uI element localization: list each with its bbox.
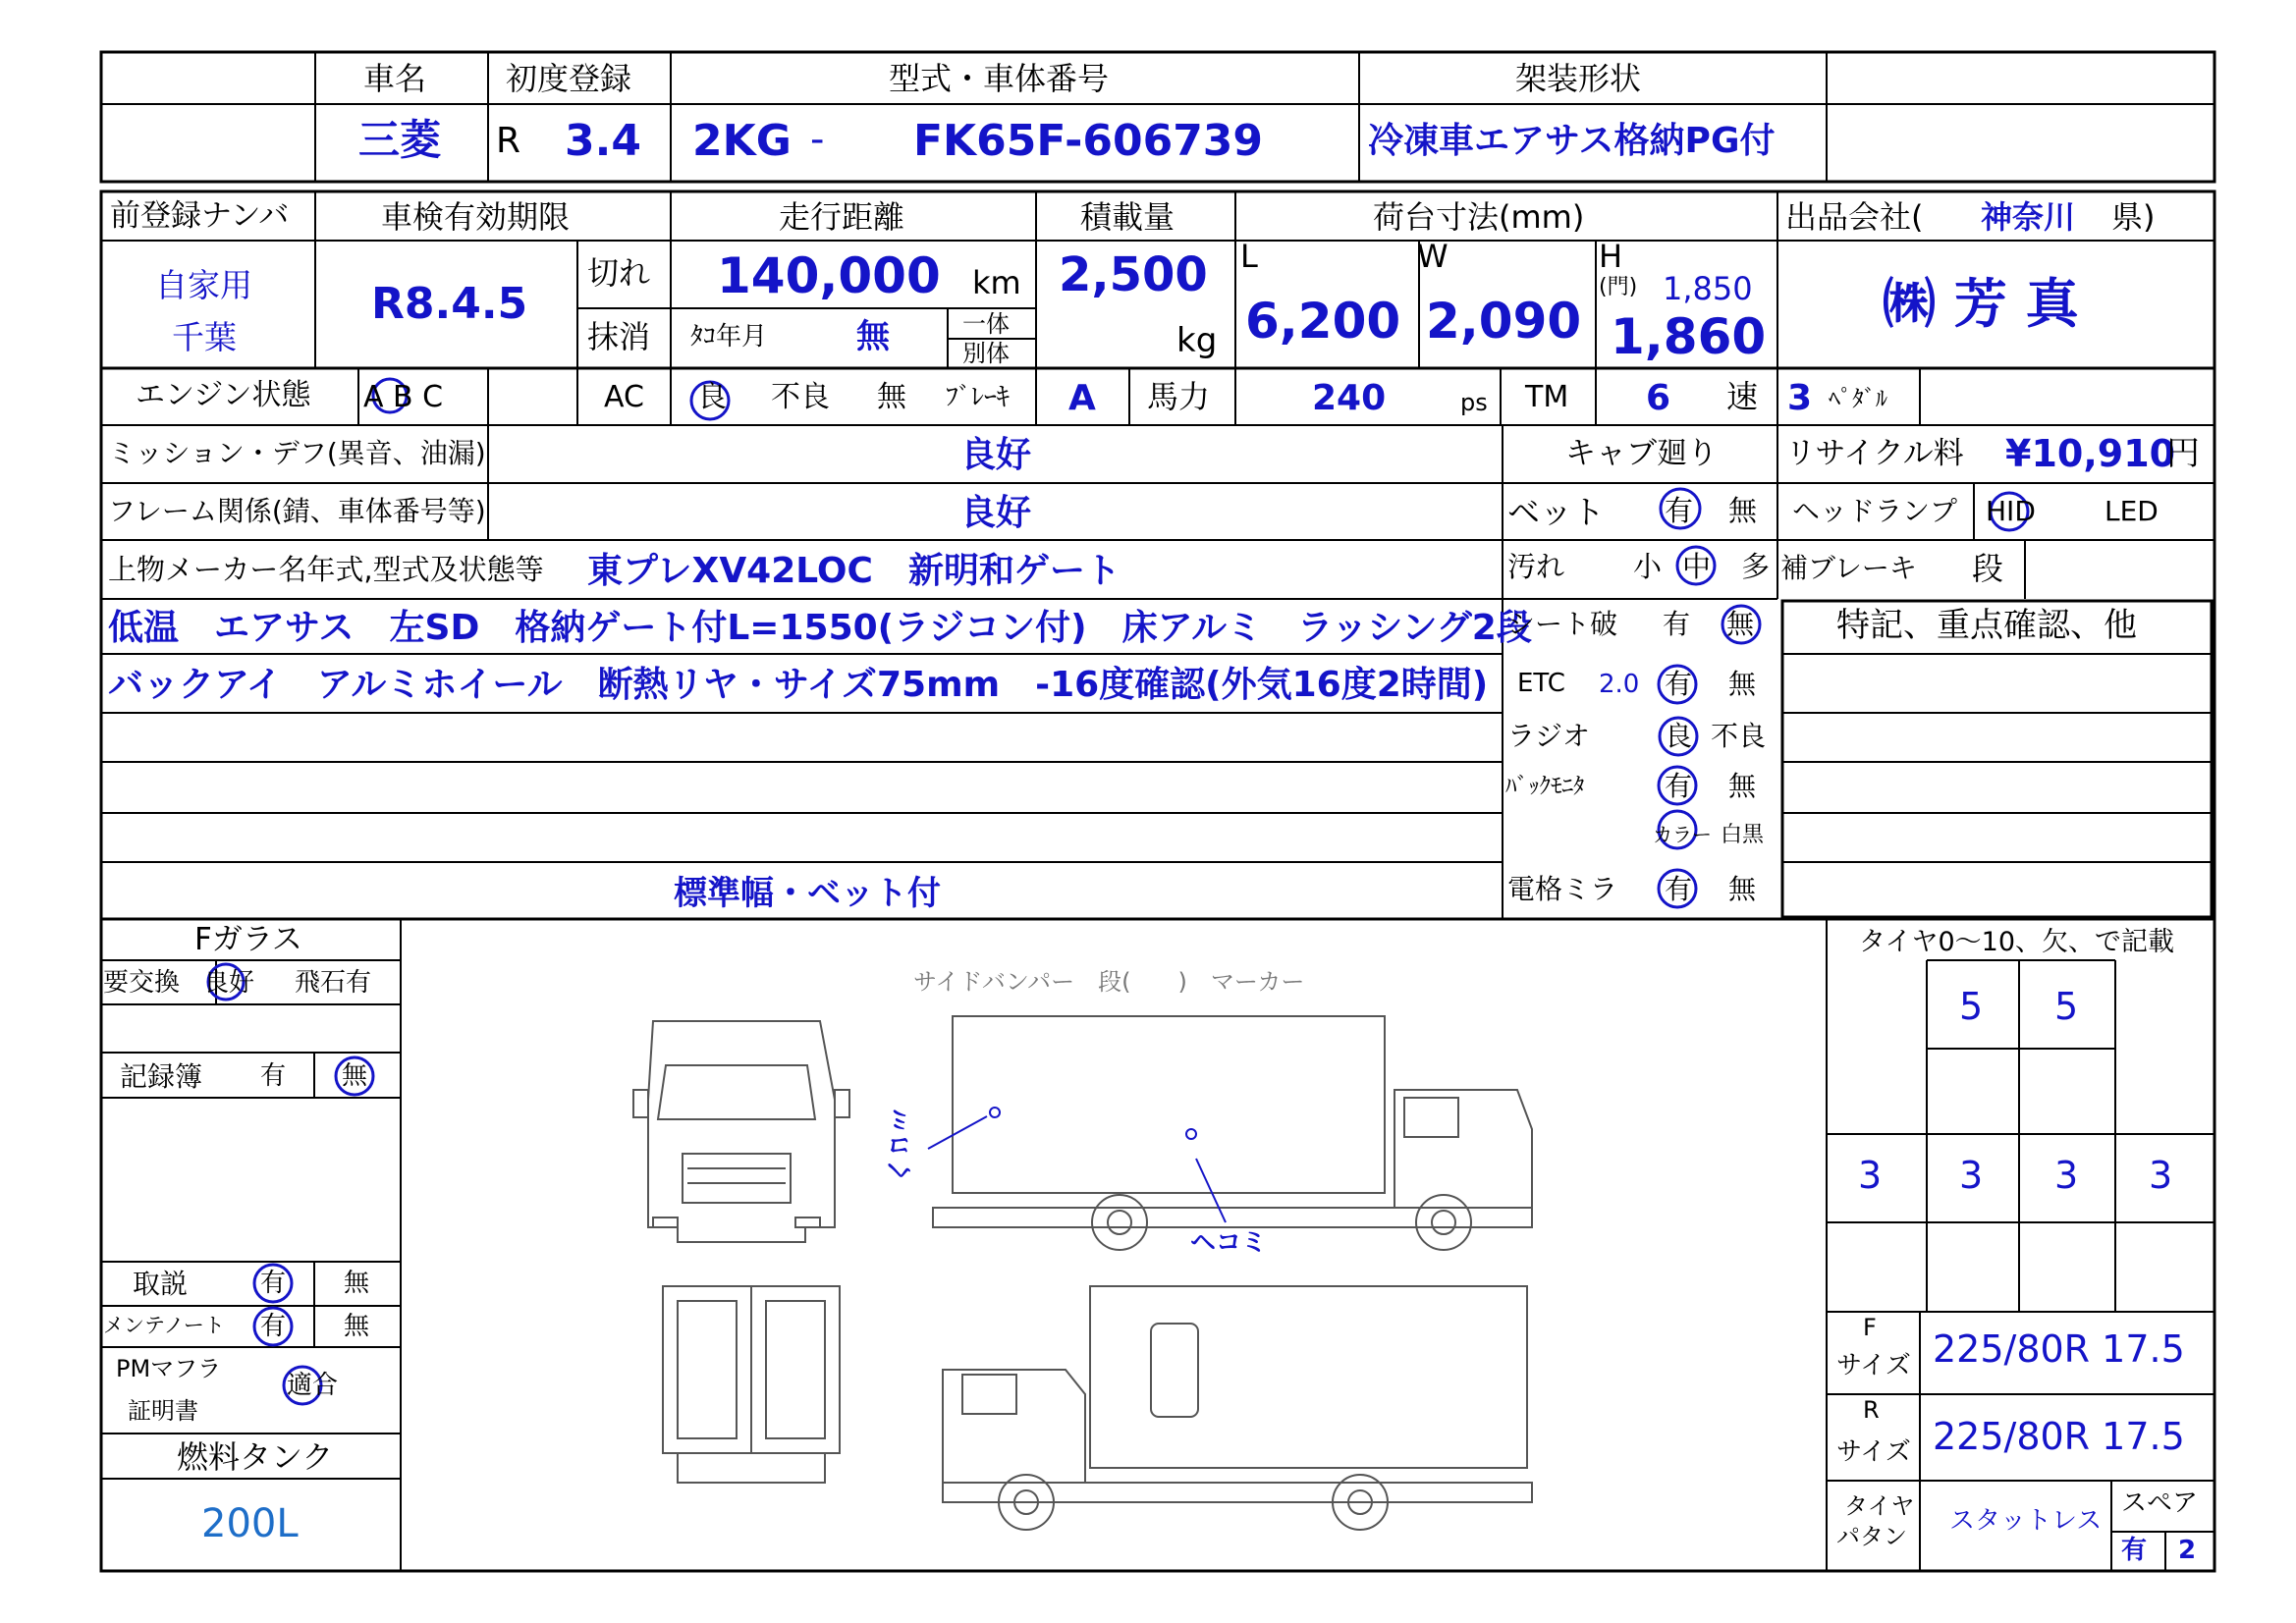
bed-label: ベット <box>1507 493 1605 531</box>
manual-label: 取説 <box>133 1268 189 1300</box>
aux-brake-value: 段 <box>1972 550 2004 587</box>
rear-tire-size: 225/80R 17.5 <box>1933 1415 2185 1458</box>
front-glass-label: Fガラス <box>194 922 302 957</box>
remarks-bottom: 標準幅・ベット付 <box>674 874 941 913</box>
recycle-label: リサイクル料 <box>1785 436 1964 471</box>
fuel-tank-label: 燃料タンク <box>177 1438 334 1476</box>
record-book-label: 記録簿 <box>120 1060 203 1093</box>
recycle-yen: 円 <box>2166 434 2200 473</box>
bed-no: 無 <box>1728 494 1758 527</box>
headlamp-led: LED <box>2105 495 2159 527</box>
maintenance-note-label: メンテノート <box>103 1314 225 1337</box>
header-seller-suffix: 県) <box>2111 198 2156 236</box>
header-first-registration: 初度登録 <box>506 60 632 97</box>
front-size-f: F <box>1863 1314 1877 1341</box>
model-prefix: 2KG <box>692 116 792 166</box>
inspection-expired: 切れ <box>587 254 651 292</box>
tire-front-left: 5 <box>1959 985 1984 1028</box>
header-model-chassis: 型式・車体番号 <box>889 60 1110 97</box>
fuel-tank-value: 200L <box>201 1501 299 1546</box>
monitor-bw: 白黒 <box>1721 823 1765 847</box>
bed-yes: 有 <box>1665 494 1694 527</box>
pm-compliant: 適合 <box>287 1371 339 1400</box>
tire-rear-4: 3 <box>2149 1154 2173 1197</box>
power-mirror-no: 無 <box>1728 873 1757 905</box>
dirt-large: 多 <box>1741 550 1771 583</box>
dent-markers <box>928 1108 1226 1222</box>
bed-height-label: H <box>1599 238 1623 275</box>
side-bumper-caption: サイドバンパー 段( ) マーカー <box>913 968 1305 996</box>
registration-date: 3.4 <box>565 116 641 166</box>
engine-label: エンジン状態 <box>136 378 311 412</box>
horsepower-unit: ps <box>1460 389 1488 416</box>
chassis-number: FK65F-606739 <box>913 116 1264 166</box>
brake-value: A <box>1068 378 1096 418</box>
pattern-label-2: パタン <box>1836 1523 1907 1550</box>
header-car-name: 車名 <box>363 60 427 97</box>
front-size-label: サイズ <box>1836 1351 1911 1380</box>
speed-label: 速 <box>1726 378 1759 415</box>
mission-label: ミッション・デフ(異音、油漏) <box>108 437 486 469</box>
ac-good: 良 <box>697 380 727 414</box>
tm-value: 6 <box>1646 378 1671 418</box>
etc-yes: 有 <box>1665 668 1693 700</box>
bed-inner-height-label: (門) <box>1599 275 1638 299</box>
header-seller-prefix: 出品会社( <box>1785 198 1924 236</box>
aux-brake-label: 補ブレーキ <box>1780 552 1917 584</box>
headlamp-hid: HID <box>1986 495 2036 527</box>
etc-no: 無 <box>1728 668 1757 700</box>
horsepower-label: 馬力 <box>1147 378 1211 415</box>
brake-label: ﾌﾞﾚｰｷ <box>946 383 1011 412</box>
rear-size-label: サイズ <box>1836 1437 1911 1467</box>
remarks-line-1: 低温 エアサス 左SD 格納ゲート付L=1550(ラジコン付) 床アルミ ラッシング2段 <box>108 608 1532 648</box>
ac-none: 無 <box>877 380 906 414</box>
recycle-fee: ¥10,910 <box>2005 432 2176 475</box>
radio-good: 良 <box>1665 720 1693 752</box>
pedal-value: 3 <box>1787 378 1813 418</box>
notes-title: 特記、重点確認、他 <box>1836 606 2137 645</box>
frame-label: フレーム関係(錆、車体番号等) <box>108 495 486 527</box>
pm-muffler-label: PMマフラ <box>116 1355 222 1382</box>
radio-label: ラジオ <box>1507 720 1591 752</box>
mileage-unit: km <box>972 264 1021 301</box>
header-mileage: 走行距離 <box>779 198 905 236</box>
header-bed-size: 荷台寸法(mm) <box>1373 198 1585 236</box>
ac-label: AC <box>604 380 644 414</box>
etc-version: 2.0 <box>1599 670 1640 699</box>
power-mirror-yes: 有 <box>1665 873 1693 905</box>
headlamp-label: ヘッドランプ <box>1792 495 1958 527</box>
dirt-medium: 中 <box>1682 550 1712 583</box>
inspection-date: R8.4.5 <box>371 279 528 329</box>
header-load: 積載量 <box>1080 198 1175 236</box>
tire-pattern: スタットレス <box>1949 1506 2103 1536</box>
tire-rear-3: 3 <box>2054 1154 2079 1197</box>
engine-options: A B C <box>363 380 444 414</box>
tacho-label: ﾀｺ年月 <box>690 322 768 352</box>
truck-diagram <box>633 1016 1532 1530</box>
cab-title: キャブ廻り <box>1565 436 1718 471</box>
tire-title: タイヤ0～10、欠、で記載 <box>1859 927 2174 957</box>
spare-count: 2 <box>2178 1536 2197 1565</box>
front-glass-replace: 要交換 <box>103 968 181 998</box>
header-inspection: 車検有効期限 <box>381 198 571 236</box>
header-body-type: 架装形状 <box>1515 60 1642 97</box>
manual-no: 無 <box>344 1269 370 1298</box>
dirt-label: 汚れ <box>1507 550 1565 583</box>
upper-body-label: 上物メーカー名年式,型式及状態等 <box>108 553 544 586</box>
radio-bad: 不良 <box>1711 720 1767 752</box>
maker-value: 三菱 <box>358 116 442 164</box>
front-glass-chip: 飛石有 <box>295 968 372 998</box>
front-glass-good: 良好 <box>203 968 255 998</box>
tacho-value: 無 <box>856 317 890 356</box>
back-monitor-yes: 有 <box>1665 770 1693 802</box>
spare-yes: 有 <box>2121 1536 2148 1565</box>
tm-label: TM <box>1525 380 1569 414</box>
frame-value: 良好 <box>960 493 1032 533</box>
header-prev-plate: 前登録ナンバ <box>110 198 290 234</box>
tire-front-right: 5 <box>2054 985 2079 1028</box>
record-book-no: 無 <box>342 1061 368 1091</box>
model-dash: - <box>810 117 825 162</box>
bed-width-label: W <box>1417 238 1449 275</box>
maintenance-note-yes: 有 <box>260 1312 287 1341</box>
monitor-color: カラー <box>1653 823 1712 846</box>
plate-use: 自家用 <box>155 266 252 304</box>
dent-label-side: ヘコミ <box>1190 1228 1268 1258</box>
mission-value: 良好 <box>960 435 1032 475</box>
remarks-line-2: バックアイ アルミホイール 断熱リヤ・サイズ75mm -16度確認(外気16度2時間) <box>108 665 1489 705</box>
spare-label: スペア <box>2121 1488 2199 1518</box>
body-type-value: 冷凍車エアサス格納PG付 <box>1368 121 1776 161</box>
etc-label: ETC <box>1517 669 1565 698</box>
pm-certificate-label: 証明書 <box>128 1397 198 1425</box>
pattern-label-1: タイヤ <box>1844 1492 1915 1520</box>
seat-tear-yes: 有 <box>1663 608 1691 640</box>
mileage-value: 140,000 <box>717 247 941 304</box>
upper-body-value: 東プレXV42LOC 新明和ゲート <box>587 551 1121 591</box>
ac-bad: 不良 <box>771 380 830 414</box>
load-unit: kg <box>1176 321 1218 360</box>
seller-prefecture: 神奈川 <box>1981 198 2076 236</box>
tacho-integrated: 一体 <box>962 310 1010 338</box>
back-monitor-label: ﾊﾞｯｸﾓﾆﾀ <box>1505 774 1585 799</box>
front-tire-size: 225/80R 17.5 <box>1933 1327 2185 1371</box>
dent-label-rear: ヘコミ <box>887 1108 916 1184</box>
seller-company: ㈱ 芳 真 <box>1883 273 2079 335</box>
bed-length-label: L <box>1240 238 1258 275</box>
power-mirror-label: 電格ミラ <box>1507 873 1618 905</box>
era-value: R <box>496 121 521 161</box>
seat-tear-label: シート破 <box>1507 608 1618 640</box>
bed-width: 2,090 <box>1426 293 1582 350</box>
tire-rear-1: 3 <box>1858 1154 1883 1197</box>
horsepower-value: 240 <box>1312 378 1387 418</box>
manual-yes: 有 <box>260 1269 287 1298</box>
tire-rear-2: 3 <box>1959 1154 1984 1197</box>
plate-area: 千葉 <box>172 318 237 356</box>
bed-inner-height: 1,850 <box>1663 270 1753 307</box>
rear-size-r: R <box>1863 1396 1880 1424</box>
inspection-cancelled: 抹消 <box>587 318 651 355</box>
bed-length: 6,200 <box>1245 293 1401 350</box>
pedal-label: ﾍﾟﾀﾞﾙ <box>1829 385 1887 412</box>
maintenance-note-no: 無 <box>344 1312 370 1341</box>
record-book-yes: 有 <box>260 1061 287 1091</box>
bed-height: 1,860 <box>1611 308 1767 365</box>
tacho-separate: 別体 <box>962 340 1010 367</box>
seat-tear-no: 無 <box>1726 608 1755 640</box>
dirt-small: 小 <box>1633 550 1663 583</box>
load-value: 2,500 <box>1059 247 1208 302</box>
back-monitor-no: 無 <box>1728 770 1757 802</box>
